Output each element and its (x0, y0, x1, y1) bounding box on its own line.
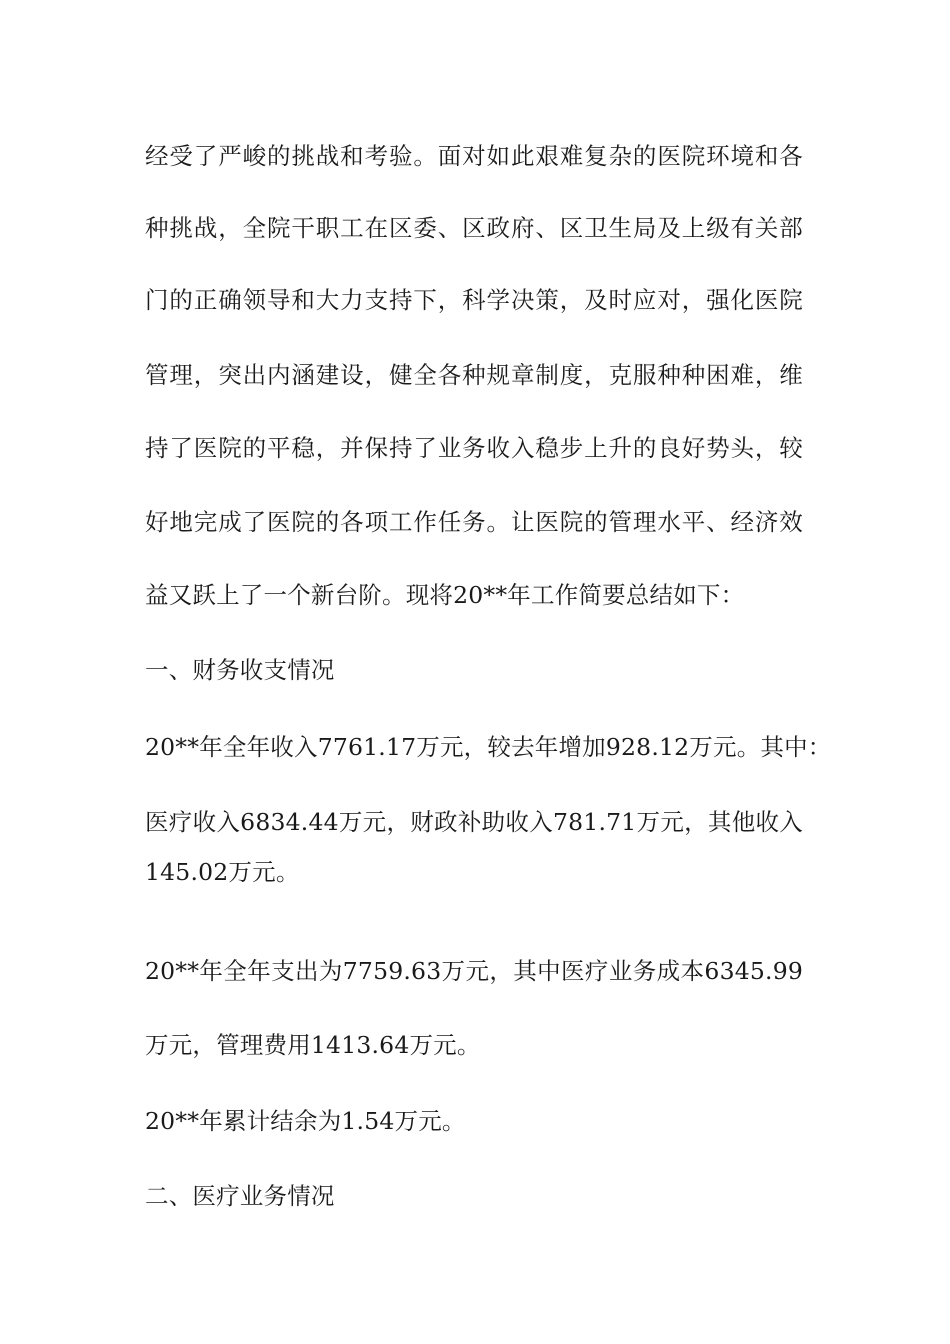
paragraph-line: 益又跃上了一个新台阶。现将20**年工作简要总结如下： (145, 581, 745, 609)
paragraph-line: 种挑战，全院干职工在区委、区政府、区卫生局及上级有关部 (145, 214, 803, 242)
paragraph-line: 医疗收入6834.44万元，财政补助收入781.71万元，其他收入 (145, 808, 803, 836)
paragraph-line: 经受了严峻的挑战和考验。面对如此艰难复杂的医院环境和各 (145, 142, 803, 170)
paragraph-line: 20**年全年支出为7759.63万元，其中医疗业务成本6345.99 (145, 957, 803, 985)
paragraph-line: 持了医院的平稳，并保持了业务收入稳步上升的良好势头，较 (145, 434, 803, 462)
paragraph-line: 好地完成了医院的各项工作任务。让医院的管理水平、经济效 (145, 508, 803, 536)
paragraph-line: 20**年累计结余为1.54万元。 (145, 1107, 466, 1135)
paragraph-line: 管理，突出内涵建设，健全各种规章制度，克服种种困难，维 (145, 361, 803, 389)
section-heading-medical: 二、医疗业务情况 (145, 1182, 335, 1210)
section-heading-finance: 一、财务收支情况 (145, 656, 335, 684)
paragraph-line: 20**年全年收入7761.17万元，较去年增加928.12万元。其中： (145, 733, 832, 761)
paragraph-line: 145.02万元。 (145, 858, 300, 886)
paragraph-line: 万元，管理费用1413.64万元。 (145, 1031, 481, 1059)
paragraph-line: 门的正确领导和大力支持下，科学决策，及时应对，强化医院 (145, 286, 803, 314)
